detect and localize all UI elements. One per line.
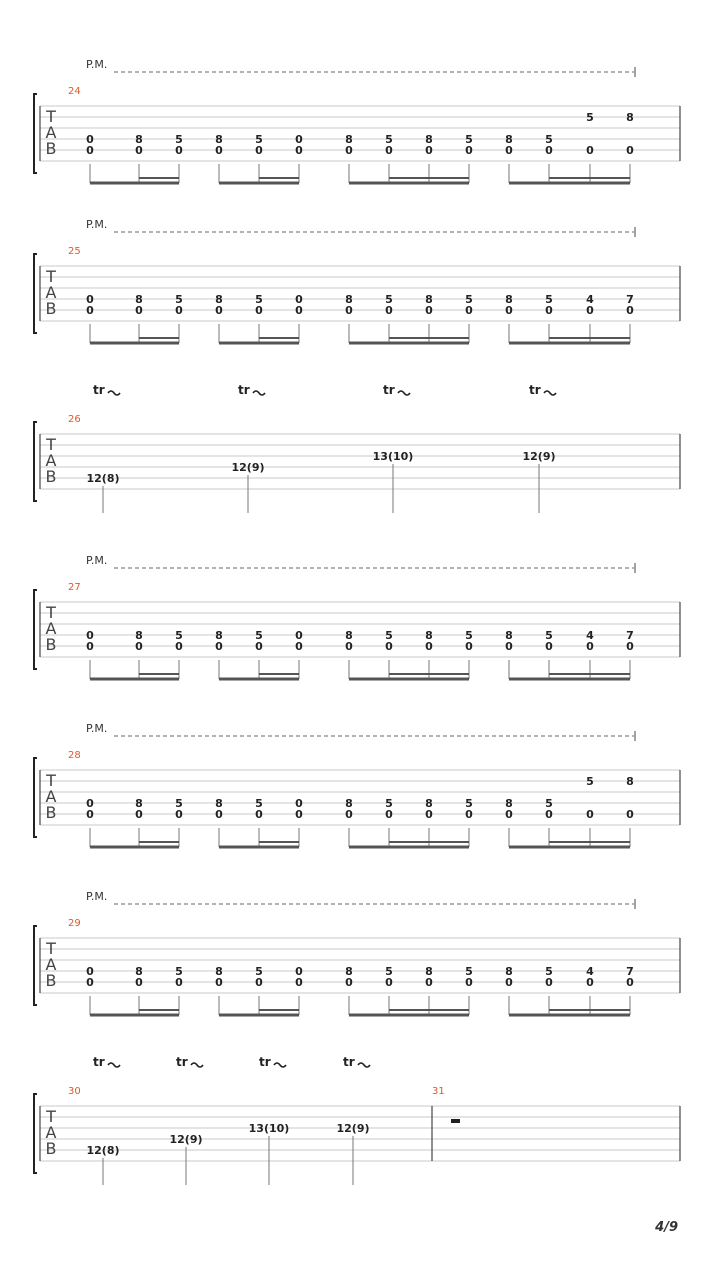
system-bracket bbox=[34, 1094, 37, 1173]
fret-number: 8 bbox=[345, 629, 353, 642]
fret-number: 0 bbox=[425, 640, 433, 653]
fret-number: 0 bbox=[586, 976, 594, 989]
fret-number: 0 bbox=[345, 144, 353, 157]
fret-number: 8 bbox=[626, 775, 634, 788]
fret-number: 0 bbox=[385, 808, 393, 821]
trill-fret: 12(8) bbox=[86, 1144, 120, 1157]
tab-clef-b: B bbox=[45, 1139, 57, 1158]
fret-number: 8 bbox=[425, 293, 433, 306]
fret-number: 0 bbox=[465, 808, 473, 821]
fret-number: 0 bbox=[175, 640, 183, 653]
tab-clef-a: A bbox=[45, 451, 57, 470]
tab-system bbox=[34, 218, 680, 343]
fret-number: 5 bbox=[545, 629, 553, 642]
fret-number: 5 bbox=[465, 293, 473, 306]
palm-mute-label: P.M. bbox=[86, 890, 108, 903]
palm-mute-label: P.M. bbox=[86, 554, 108, 567]
system-bracket bbox=[34, 422, 37, 501]
fret-number: 5 bbox=[255, 965, 263, 978]
fret-number: 4 bbox=[586, 629, 594, 642]
fret-number: 0 bbox=[295, 640, 303, 653]
fret-number: 8 bbox=[215, 965, 223, 978]
trill-label: tr bbox=[93, 1055, 105, 1069]
fret-number: 8 bbox=[425, 133, 433, 146]
system-bracket bbox=[34, 94, 37, 173]
measure-number: 25 bbox=[68, 246, 81, 257]
trill-label: tr bbox=[383, 383, 395, 397]
fret-number: 5 bbox=[255, 629, 263, 642]
trill-fret: 12(8) bbox=[86, 472, 120, 485]
system-bracket bbox=[34, 926, 37, 1005]
fret-number: 0 bbox=[255, 304, 263, 317]
tab-clef-b: B bbox=[45, 971, 57, 990]
fret-number: 5 bbox=[586, 111, 594, 124]
fret-number: 0 bbox=[295, 293, 303, 306]
fret-number: 0 bbox=[295, 304, 303, 317]
measure-number: 27 bbox=[68, 582, 81, 593]
fret-number: 8 bbox=[505, 797, 513, 810]
fret-number: 5 bbox=[465, 629, 473, 642]
tab-system bbox=[34, 554, 680, 679]
fret-number: 5 bbox=[465, 797, 473, 810]
fret-number: 5 bbox=[175, 629, 183, 642]
fret-number: 0 bbox=[175, 976, 183, 989]
tab-clef-b: B bbox=[45, 299, 57, 318]
fret-number: 8 bbox=[505, 965, 513, 978]
fret-number: 0 bbox=[86, 640, 94, 653]
tab-system bbox=[34, 1055, 680, 1185]
tab-clef-t: T bbox=[46, 603, 56, 622]
fret-number: 0 bbox=[295, 965, 303, 978]
fret-number: 0 bbox=[295, 797, 303, 810]
fret-number: 8 bbox=[345, 797, 353, 810]
fret-number: 5 bbox=[545, 797, 553, 810]
page-number: 4/9 bbox=[655, 1220, 678, 1235]
fret-number: 5 bbox=[465, 133, 473, 146]
fret-number: 8 bbox=[505, 133, 513, 146]
fret-number: 0 bbox=[385, 976, 393, 989]
fret-number: 8 bbox=[505, 629, 513, 642]
trill-label: tr bbox=[529, 383, 541, 397]
fret-number: 0 bbox=[295, 808, 303, 821]
fret-number: 5 bbox=[545, 965, 553, 978]
trill-label: tr bbox=[176, 1055, 188, 1069]
fret-number: 8 bbox=[345, 293, 353, 306]
fret-number: 0 bbox=[86, 144, 94, 157]
trill-label: tr bbox=[93, 383, 105, 397]
trill-wave-icon bbox=[358, 1063, 370, 1067]
fret-number: 0 bbox=[385, 640, 393, 653]
system-bracket bbox=[34, 758, 37, 837]
trill-wave-icon bbox=[398, 391, 410, 395]
tab-clef-b: B bbox=[45, 139, 57, 158]
fret-number: 7 bbox=[626, 965, 634, 978]
trill-wave-icon bbox=[191, 1063, 203, 1067]
fret-number: 5 bbox=[255, 133, 263, 146]
tab-clef-a: A bbox=[45, 1123, 57, 1142]
palm-mute-label: P.M. bbox=[86, 218, 108, 231]
fret-number: 0 bbox=[255, 976, 263, 989]
fret-number: 0 bbox=[586, 304, 594, 317]
tab-clef-a: A bbox=[45, 123, 57, 142]
fret-number: 0 bbox=[215, 976, 223, 989]
fret-number: 0 bbox=[175, 808, 183, 821]
fret-number: 4 bbox=[586, 293, 594, 306]
measure-number: 30 bbox=[68, 1086, 81, 1097]
fret-number: 0 bbox=[86, 293, 94, 306]
fret-number: 0 bbox=[465, 640, 473, 653]
fret-number: 0 bbox=[295, 976, 303, 989]
measure-number: 31 bbox=[432, 1086, 445, 1097]
measure-number: 29 bbox=[68, 918, 81, 929]
fret-number: 0 bbox=[425, 808, 433, 821]
fret-number: 0 bbox=[586, 808, 594, 821]
fret-number: 0 bbox=[255, 640, 263, 653]
fret-number: 0 bbox=[345, 808, 353, 821]
fret-number: 5 bbox=[385, 797, 393, 810]
fret-number: 0 bbox=[135, 304, 143, 317]
fret-number: 5 bbox=[175, 965, 183, 978]
fret-number: 0 bbox=[135, 640, 143, 653]
fret-number: 5 bbox=[175, 133, 183, 146]
fret-number: 0 bbox=[385, 304, 393, 317]
fret-number: 8 bbox=[135, 293, 143, 306]
fret-number: 0 bbox=[586, 640, 594, 653]
fret-number: 0 bbox=[545, 304, 553, 317]
tab-clef-t: T bbox=[46, 939, 56, 958]
trill-fret: 12(9) bbox=[169, 1133, 203, 1146]
fret-number: 8 bbox=[215, 293, 223, 306]
fret-number: 0 bbox=[135, 144, 143, 157]
fret-number: 0 bbox=[385, 144, 393, 157]
trill-wave-icon bbox=[108, 1063, 120, 1067]
trill-wave-icon bbox=[274, 1063, 286, 1067]
fret-number: 0 bbox=[295, 144, 303, 157]
fret-number: 8 bbox=[425, 797, 433, 810]
fret-number: 0 bbox=[505, 976, 513, 989]
fret-number: 8 bbox=[135, 133, 143, 146]
fret-number: 8 bbox=[215, 629, 223, 642]
tab-system bbox=[34, 722, 680, 847]
fret-number: 0 bbox=[175, 304, 183, 317]
fret-number: 0 bbox=[135, 808, 143, 821]
fret-number: 5 bbox=[385, 293, 393, 306]
fret-number: 5 bbox=[255, 293, 263, 306]
trill-label: tr bbox=[259, 1055, 271, 1069]
fret-number: 0 bbox=[215, 640, 223, 653]
tab-clef-t: T bbox=[46, 1107, 56, 1126]
fret-number: 5 bbox=[385, 965, 393, 978]
fret-number: 0 bbox=[465, 144, 473, 157]
fret-number: 7 bbox=[626, 629, 634, 642]
measure-number: 28 bbox=[68, 750, 81, 761]
fret-number: 0 bbox=[505, 304, 513, 317]
fret-number: 5 bbox=[545, 293, 553, 306]
trill-wave-icon bbox=[253, 391, 265, 395]
fret-number: 0 bbox=[86, 797, 94, 810]
whole-rest-icon bbox=[451, 1119, 460, 1123]
measure-number: 26 bbox=[68, 414, 81, 425]
trill-label: tr bbox=[343, 1055, 355, 1069]
palm-mute-label: P.M. bbox=[86, 58, 108, 71]
fret-number: 8 bbox=[345, 965, 353, 978]
fret-number: 8 bbox=[215, 797, 223, 810]
system-bracket bbox=[34, 590, 37, 669]
fret-number: 0 bbox=[425, 144, 433, 157]
fret-number: 0 bbox=[505, 808, 513, 821]
fret-number: 5 bbox=[385, 629, 393, 642]
fret-number: 0 bbox=[255, 808, 263, 821]
tab-clef-b: B bbox=[45, 635, 57, 654]
fret-number: 0 bbox=[586, 144, 594, 157]
trill-wave-icon bbox=[108, 391, 120, 395]
trill-fret: 12(9) bbox=[522, 450, 556, 463]
tab-clef-b: B bbox=[45, 803, 57, 822]
fret-number: 0 bbox=[345, 640, 353, 653]
fret-number: 5 bbox=[175, 797, 183, 810]
fret-number: 0 bbox=[345, 304, 353, 317]
fret-number: 5 bbox=[465, 965, 473, 978]
fret-number: 0 bbox=[545, 144, 553, 157]
tab-clef-a: A bbox=[45, 283, 57, 302]
tab-clef-t: T bbox=[46, 771, 56, 790]
fret-number: 0 bbox=[425, 304, 433, 317]
fret-number: 0 bbox=[545, 640, 553, 653]
fret-number: 0 bbox=[86, 965, 94, 978]
fret-number: 8 bbox=[135, 629, 143, 642]
fret-number: 0 bbox=[626, 144, 634, 157]
fret-number: 8 bbox=[345, 133, 353, 146]
trill-fret: 13(10) bbox=[248, 1122, 290, 1135]
fret-number: 5 bbox=[255, 797, 263, 810]
fret-number: 0 bbox=[255, 144, 263, 157]
fret-number: 8 bbox=[135, 797, 143, 810]
fret-number: 0 bbox=[86, 133, 94, 146]
fret-number: 8 bbox=[505, 293, 513, 306]
fret-number: 5 bbox=[545, 133, 553, 146]
trill-fret: 13(10) bbox=[372, 450, 414, 463]
palm-mute-label: P.M. bbox=[86, 722, 108, 735]
fret-number: 0 bbox=[215, 304, 223, 317]
trill-fret: 12(9) bbox=[231, 461, 265, 474]
tab-clef-t: T bbox=[46, 435, 56, 454]
tab-system bbox=[34, 890, 680, 1015]
fret-number: 0 bbox=[626, 808, 634, 821]
fret-number: 0 bbox=[626, 640, 634, 653]
fret-number: 0 bbox=[545, 976, 553, 989]
fret-number: 5 bbox=[385, 133, 393, 146]
tab-clef-t: T bbox=[46, 267, 56, 286]
fret-number: 5 bbox=[586, 775, 594, 788]
trill-label: tr bbox=[238, 383, 250, 397]
fret-number: 0 bbox=[626, 304, 634, 317]
fret-number: 0 bbox=[86, 976, 94, 989]
measure-number: 24 bbox=[68, 86, 81, 97]
fret-number: 0 bbox=[86, 304, 94, 317]
tab-clef-t: T bbox=[46, 107, 56, 126]
fret-number: 0 bbox=[215, 808, 223, 821]
fret-number: 0 bbox=[465, 976, 473, 989]
fret-number: 0 bbox=[295, 629, 303, 642]
fret-number: 0 bbox=[425, 976, 433, 989]
tab-system bbox=[34, 383, 680, 513]
fret-number: 0 bbox=[86, 808, 94, 821]
fret-number: 0 bbox=[505, 640, 513, 653]
fret-number: 8 bbox=[425, 629, 433, 642]
fret-number: 0 bbox=[626, 976, 634, 989]
fret-number: 5 bbox=[175, 293, 183, 306]
tab-system bbox=[34, 58, 680, 183]
fret-number: 4 bbox=[586, 965, 594, 978]
tab-clef-a: A bbox=[45, 619, 57, 638]
trill-wave-icon bbox=[544, 391, 556, 395]
tab-clef-a: A bbox=[45, 955, 57, 974]
fret-number: 0 bbox=[505, 144, 513, 157]
fret-number: 0 bbox=[215, 144, 223, 157]
fret-number: 8 bbox=[626, 111, 634, 124]
fret-number: 7 bbox=[626, 293, 634, 306]
system-bracket bbox=[34, 254, 37, 333]
fret-number: 0 bbox=[86, 629, 94, 642]
fret-number: 0 bbox=[345, 976, 353, 989]
fret-number: 0 bbox=[175, 144, 183, 157]
tab-clef-b: B bbox=[45, 467, 57, 486]
trill-fret: 12(9) bbox=[336, 1122, 370, 1135]
fret-number: 8 bbox=[215, 133, 223, 146]
fret-number: 0 bbox=[545, 808, 553, 821]
fret-number: 0 bbox=[135, 976, 143, 989]
fret-number: 0 bbox=[295, 133, 303, 146]
fret-number: 8 bbox=[135, 965, 143, 978]
fret-number: 0 bbox=[465, 304, 473, 317]
fret-number: 8 bbox=[425, 965, 433, 978]
tab-clef-a: A bbox=[45, 787, 57, 806]
